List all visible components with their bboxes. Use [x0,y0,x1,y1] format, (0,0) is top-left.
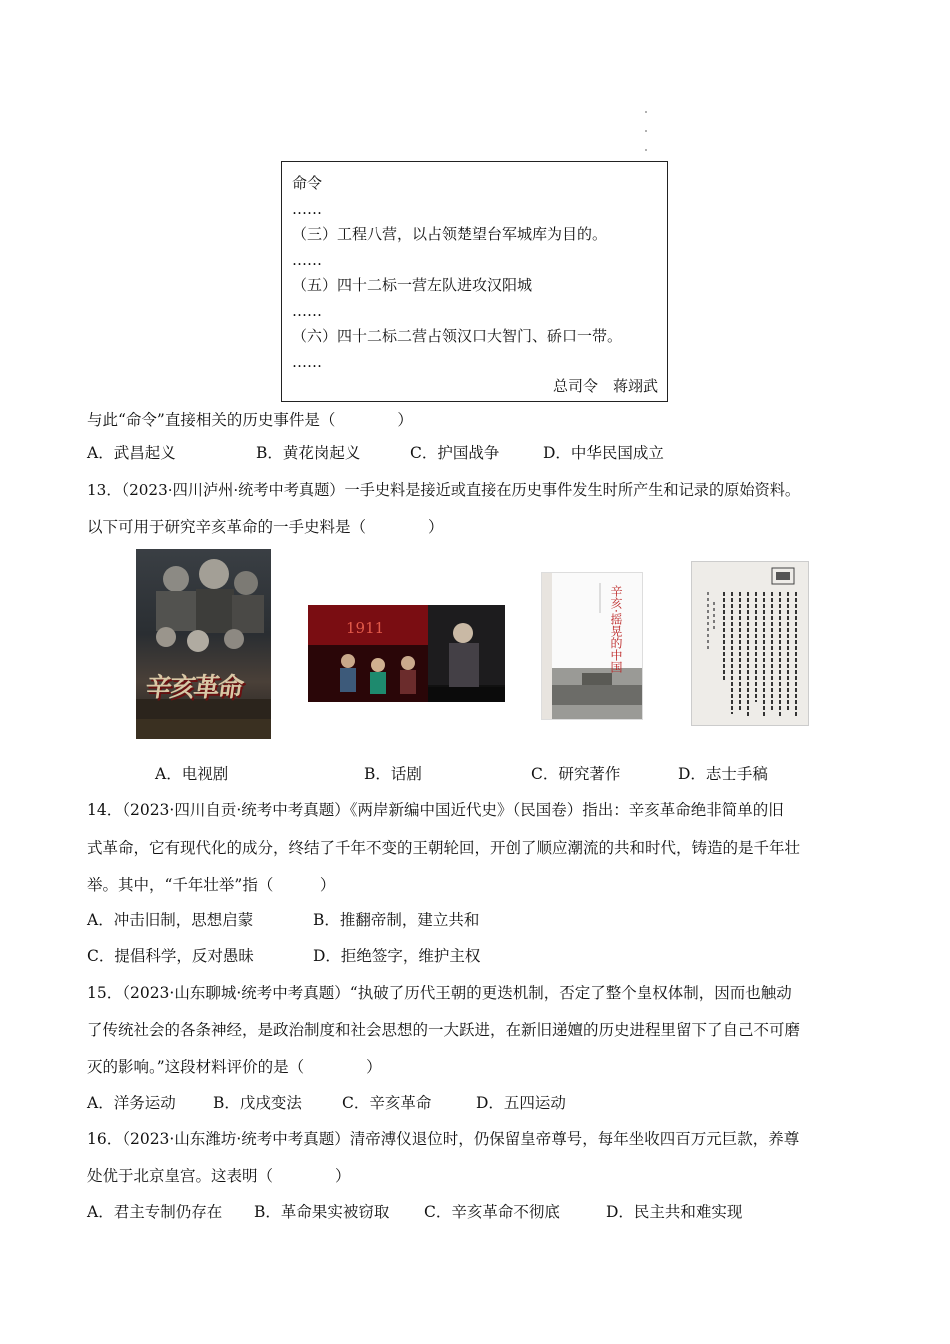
book-cover-graphic [542,573,643,720]
q15-option-d[interactable]: D．五四运动 [476,1094,566,1112]
q15-stem-line-2: 了传统社会的各条神经，是政治制度和社会思想的一大跃进，在新旧递嬗的历史进程里留下了自己不可磨 [87,1021,801,1039]
q12-option-b[interactable]: B．黄花岗起义 [256,444,361,462]
q13-stem-line-1: 13．（2023·四川泸州·统考中考真题）一手史料是接近或直接在历史事件发生时所产生和记录的原始资料。 [87,481,801,499]
q14-option-c[interactable]: C．提倡科学，反对愚昧 [87,947,254,965]
q13-stem-line-2: 以下可用于研究辛亥革命的一手史料是（ ） [87,518,444,536]
q14-stem-line-1: 14．（2023·四川自贡·统考中考真题）《两岸新编中国近代史》（民国卷）指出：辛亥革命绝非简单的旧 [87,801,784,819]
q16-option-d[interactable]: D．民主共和难实现 [606,1203,743,1221]
q12-option-d[interactable]: D．中华民国成立 [543,444,664,462]
tv-drama-poster-image [136,549,271,739]
stage-scene-graphic [308,605,505,702]
q13-option-c[interactable]: C．研究著作 [531,765,621,783]
order-signature: 总司令 蒋翊武 [552,377,658,395]
q14-stem-line-3: 举。其中，“千年壮举”指（ ） [87,876,336,894]
manuscript-image [691,561,809,726]
q14-option-d[interactable]: D．拒绝签字，维护主权 [313,947,481,965]
research-book-image [541,572,643,720]
poster-figures-graphic [136,549,271,739]
q14-option-a[interactable]: A．冲击旧制，思想启蒙 [87,911,254,929]
q16-option-c[interactable]: C．辛亥革命不彻底 [424,1203,560,1221]
q13-option-a[interactable]: A．电视剧 [155,765,229,783]
q12-stem: 与此“命令”直接相关的历史事件是（ ） [87,411,413,429]
q13-option-d[interactable]: D．志士手稿 [678,765,768,783]
q14-option-b[interactable]: B．推翻帝制，建立共和 [313,911,480,929]
poster-title-text: 辛亥革命 [143,673,244,703]
margin-dot [645,149,647,151]
order-line: （六）四十二标二营占领汉口大智门、硚口一带。 [292,327,623,345]
q15-option-c[interactable]: C．辛亥革命 [342,1094,432,1112]
manuscript-text-graphic [692,562,809,726]
q16-option-b[interactable]: B．革命果实被窃取 [254,1203,390,1221]
order-line: …… [292,200,322,218]
order-line: （三）工程八营，以占领楚望台军城库为目的。 [292,225,608,243]
margin-dot [645,130,647,132]
q15-stem-line-3: 灭的影响。”这段材料评价的是（ ） [87,1058,382,1076]
q15-stem-line-1: 15．（2023·山东聊城·统考中考真题）“执破了历代王朝的更迭机制，否定了整个皇权体制，因而也触动 [87,984,792,1002]
q15-option-a[interactable]: A．洋务运动 [87,1094,176,1112]
order-line: （五）四十二标一营左队进攻汉阳城 [292,276,533,294]
q16-option-a[interactable]: A．君主专制仍存在 [87,1203,223,1221]
stage-title-text: 1911 [346,619,385,637]
book-title-text: 辛亥·摇晃的中国 [609,585,623,673]
margin-dot [645,111,647,113]
q14-stem-line-2: 式革命，它有现代化的成分，终结了千年不变的王朝轮回，开创了顺应潮流的共和时代，铸造的是千年壮 [87,839,801,857]
order-line: …… [292,353,322,371]
order-document-box [281,161,668,402]
q16-stem-line-2: 处优于北京皇宫。这表明（ ） [87,1167,351,1185]
q15-option-b[interactable]: B．戊戌变法 [213,1094,302,1112]
stage-drama-photo-image [308,605,505,702]
q12-option-a[interactable]: A．武昌起义 [87,444,176,462]
order-title: 命令 [292,174,323,192]
q12-option-c[interactable]: C．护国战争 [410,444,500,462]
order-line: …… [292,251,322,269]
q13-option-b[interactable]: B．话剧 [364,765,422,783]
order-line: …… [292,302,322,320]
q16-stem-line-1: 16．（2023·山东潍坊·统考中考真题）清帝溥仪退位时，仍保留皇帝尊号，每年坐收四百万元巨款，养尊 [87,1130,800,1148]
